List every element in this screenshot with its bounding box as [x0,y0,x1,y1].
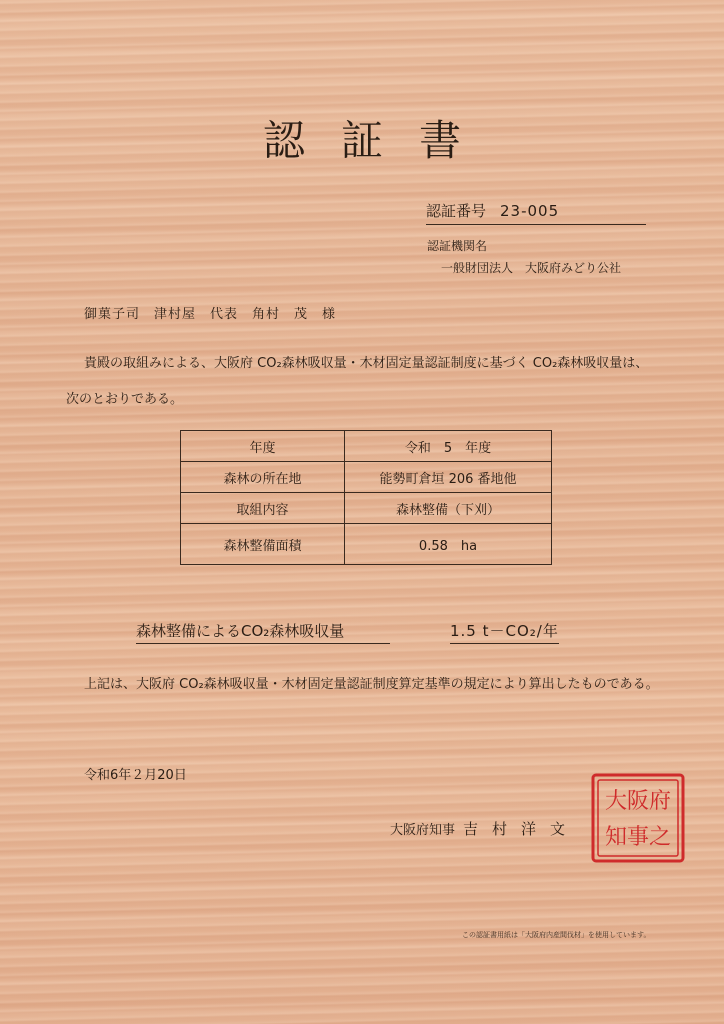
absorption-amount [136,620,559,644]
table-key: 森林整備面積 [181,524,345,565]
certificate-number-value: 23-005 [500,202,560,220]
issuing-organization-name: 一般財団法人 大阪府みどり公社 [441,261,622,275]
table-row [181,462,552,493]
certificate-number [426,200,646,225]
svg-text:事: 事 [626,825,650,850]
table-row [181,493,552,524]
body-text: 貴殿の取組みによる、大阪府 CO₂森林吸収量・木材固定量認証制度に基づく CO₂森林吸収量は、次のとおりである。 [66,356,649,407]
absorption-value: 1.5 t－CO₂/年 [450,620,559,644]
calculation-note: 上記は、大阪府 CO₂森林吸収量・木材固定量認証制度算定基準の規定により算出したものである。 [84,677,659,692]
official-seal-icon [590,772,686,864]
table-key: 取組内容 [181,493,345,524]
signer [390,818,579,839]
svg-text:知: 知 [604,825,628,850]
table-value: 0.58 ha [345,524,552,565]
signer-title: 大阪府知事 [390,823,456,838]
svg-text:阪: 阪 [626,789,650,814]
table-value: 能勢町倉垣 206 番地他 [345,462,552,493]
issue-date: 令和6年２月20日 [84,768,187,783]
svg-text:大: 大 [604,789,628,814]
issuing-organization-label: 認証機関名 [427,239,488,253]
certificate-title: 認証書 [262,116,497,165]
paper-note: この認証書用紙は「大阪府内産間伐材」を使用しています。 [462,931,651,939]
signer-name: 吉村洋文 [463,820,580,838]
table-key: 年度 [181,431,345,462]
table-key: 森林の所在地 [181,462,345,493]
table-row [181,524,552,565]
svg-text:之: 之 [648,825,672,850]
recipient: 御菓子司 津村屋 代表 角村 茂 様 [84,307,337,322]
svg-text:府: 府 [648,789,672,814]
details-table [180,430,552,565]
absorption-label: 森林整備によるCO₂森林吸収量 [136,620,390,644]
table-value: 令和 5 年度 [345,431,552,462]
table-row [181,431,552,462]
table-value: 森林整備（下刈） [345,493,552,524]
certificate-number-label: 認証番号 [426,202,487,220]
